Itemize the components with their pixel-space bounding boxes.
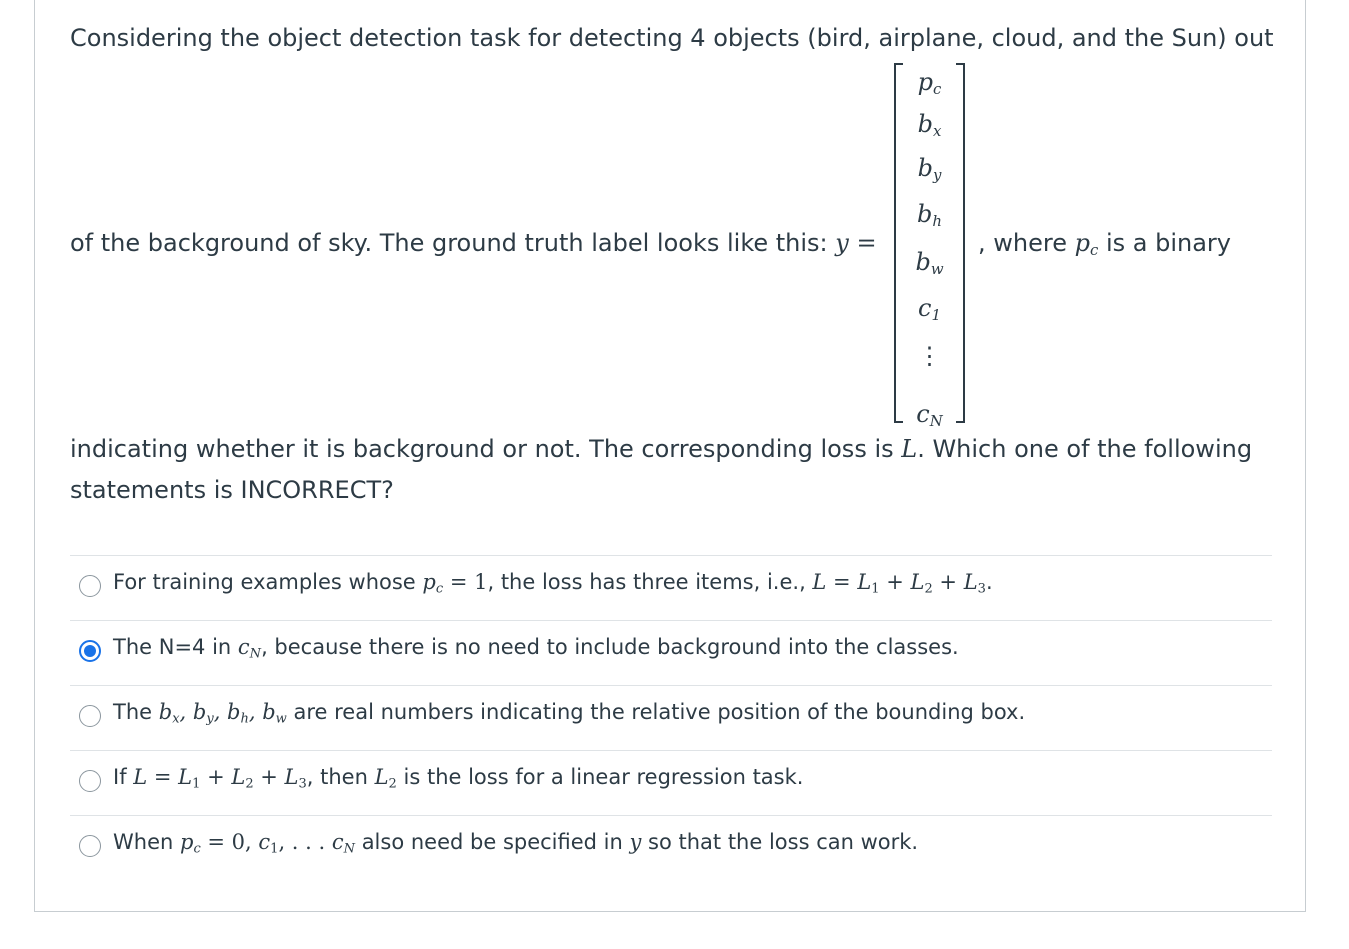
- option-3-radio[interactable]: [79, 705, 101, 727]
- question-line-3: indicating whether it is background or not. The corresponding loss is L. Which one of the following: [70, 435, 1253, 463]
- question-line-4: statements is INCORRECT?: [70, 476, 394, 504]
- option-2-radio[interactable]: [79, 640, 101, 662]
- divider: [70, 620, 1272, 621]
- option-2-label[interactable]: The N=4 in $c_N$, because there is no need to include background into the classes.: [113, 635, 959, 662]
- vector-entry-bw: $b_w$: [915, 248, 944, 279]
- divider: [70, 750, 1272, 751]
- vector-entry-bh: $b_h$: [917, 200, 942, 231]
- question-line-2-text: of the background of sky. The ground truth label looks like this:: [70, 229, 836, 257]
- option-1-radio[interactable]: [79, 575, 101, 597]
- question-line-2-post: , where $p_c$ is a binary: [978, 229, 1231, 260]
- vector-entry-cN: $c_N$: [916, 400, 943, 431]
- vector-entry-by: $b_y$: [917, 154, 942, 185]
- vector-left-bracket: [894, 63, 903, 423]
- vector-entry-c1: $c_1$: [918, 294, 941, 325]
- question-line-1: Considering the object detection task for detecting 4 objects (bird, airplane, cloud, and the Sun) out: [70, 24, 1274, 52]
- option-3-label[interactable]: The $b_x$, $b_y$, $b_h$, $b_w$ are real numbers indicating the relative position of the bounding box.: [113, 700, 1026, 727]
- vector-right-bracket: [956, 63, 965, 423]
- option-4-radio[interactable]: [79, 770, 101, 792]
- vector-entry-pc: $p_c$: [917, 68, 942, 99]
- y-equals: y =: [835, 229, 877, 257]
- option-5-label[interactable]: When $p_c = 0$, $c_1$, . . . $c_N$ also need be specified in y so that the loss can work.: [113, 830, 919, 857]
- question-line-2: [70, 229, 877, 257]
- option-5-radio[interactable]: [79, 835, 101, 857]
- divider: [70, 555, 1272, 556]
- option-1-label[interactable]: For training examples whose $p_c = 1$, the loss has three items, i.e., $L = L_1 + L_2 + L_3$.: [113, 570, 993, 597]
- divider: [70, 685, 1272, 686]
- vector-entry-bx: $b_x$: [917, 110, 942, 141]
- option-4-label[interactable]: If $L = L_1 + L_2 + L_3$, then $L_2$ is the loss for a linear regression task.: [113, 765, 804, 792]
- vector-entry-vdots: ⋮: [917, 342, 942, 370]
- divider: [70, 815, 1272, 816]
